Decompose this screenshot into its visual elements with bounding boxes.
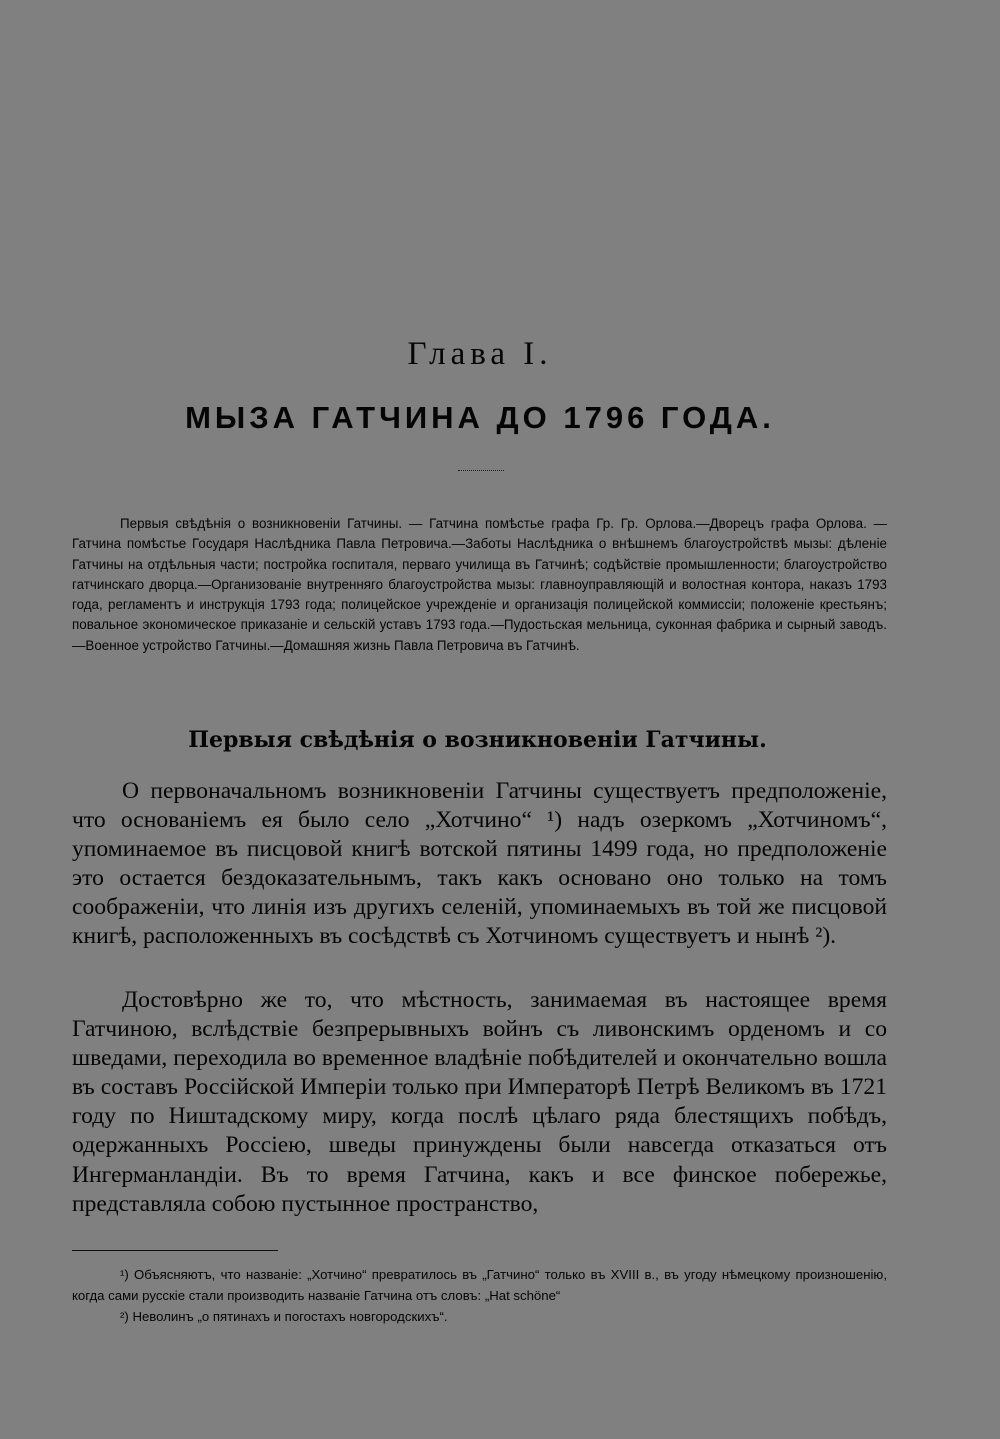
chapter-number: Глава I. <box>407 336 553 372</box>
body-paragraph-1: О первоначальномъ возникновеніи Гатчины существуетъ предположеніе, что основаніемъ ея было село „Хотчино“ ¹) надъ озеркомъ „Хотчиномъ“, упоминаемое въ писцовой книгѣ вотской пятины 1499 года, но предположеніе это остается бездоказательнымъ, такъ какъ основано оно только на томъ соображеніи, что линія изъ другихъ селеній, упоминаемыхъ въ той же писцовой книгѣ, расположенныхъ въ сосѣдствѣ съ Хотчиномъ существуетъ и нынѣ ²). <box>72 778 887 950</box>
footnote-2: ²) Неволинъ „о пятинахъ и погостахъ новгородскихъ“. <box>120 1309 448 1324</box>
footnote-1: ¹) Объясняютъ, что названіе: „Хотчино“ превратилось въ „Гатчино“ только въ XVIII в., въ угоду нѣмецкому произношенію, когда сами русскіе стали производить названіе Гатчина отъ словъ: „Hat schöne“ <box>72 1267 887 1303</box>
body-paragraph-2: Достовѣрно же то, что мѣстность, занимаемая въ настоящее время Гатчиною, вслѣдствіе безпрерывныхъ войнъ съ ливонскимъ орденомъ и со шведами, переходила во временное владѣніе побѣдителей и окончательно вошла въ составъ Россійской Имперіи только при Императорѣ Петрѣ Великомъ въ 1721 году по Ништадскому миру, когда послѣ цѣлаго ряда блестящихъ побѣдъ, одержанныхъ Россіею, шведы принуждены были навсегда отказаться отъ Ингерманландіи. Въ то время Гатчина, какъ и все финское побережье, представляла собою пустынное пространство, <box>72 987 887 1217</box>
chapter-summary: Первыя свѣдѣнія о возникновеніи Гатчины. — Гатчина помѣстье графа Гр. Гр. Орлова.—Дворецъ графа Орлова. — Гатчина помѣстье Государя Наслѣдника Павла Петровича.—Заботы Наслѣдника о внѣшнемъ благоустройствѣ мызы: дѣленіе Гатчины на отдѣльныя части; постройка госпиталя, перваго училища въ Гатчинѣ; содѣйствіе промышленности; благоустройство гатчинскаго дворца.—Организованіе внутренняго благоустройства мызы: главноуправляющій и волостная контора, наказъ 1793 года, регламентъ и инструкція 1793 года; полицейское учрежденіе и организація полицейской коммиссіи; положеніе крестьянъ; повальное экономическое приказаніе и сельскій уставъ 1793 года.—Пудостьская мельница, суконная фабрика и сырный заводъ.—Военное устройство Гатчины.—Домашняя жизнь Павла Петровича въ Гатчинѣ. <box>72 516 887 653</box>
chapter-title: МЫЗА ГАТЧИНА ДО 1796 ГОДА. <box>185 400 775 435</box>
footnote-rule <box>72 1250 278 1251</box>
ornament-divider <box>458 470 504 475</box>
section-heading: Первыя свѣдѣнія о возникновеніи Гатчины. <box>188 727 767 753</box>
